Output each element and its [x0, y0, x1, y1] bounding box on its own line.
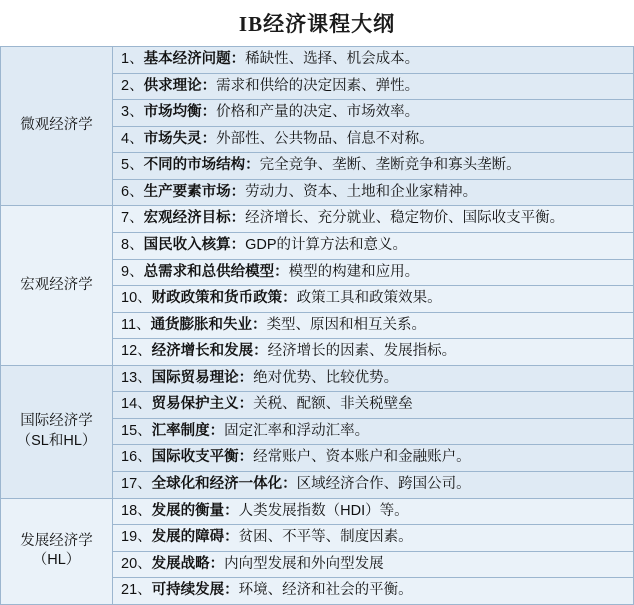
item-number: 10、: [121, 290, 152, 307]
item-text: 固定汇率和浮动汇率。: [224, 422, 370, 439]
syllabus-item: [113, 47, 634, 74]
item-number: 8、: [121, 236, 144, 253]
page-title: IB经济课程大纲: [238, 12, 396, 36]
item-text: 劳动力、资本、土地和企业家精神。: [245, 183, 478, 200]
section-label: [1, 206, 113, 365]
section-label-line: （SL和HL）: [16, 432, 97, 449]
item-lead: 发展的衡量：: [151, 502, 239, 519]
section-label-line: 宏观经济学: [20, 276, 93, 293]
item-number: 14、: [121, 396, 152, 413]
item-number: 3、: [121, 104, 144, 121]
syllabus-item: [113, 73, 634, 100]
section-label: [1, 47, 113, 206]
item-lead: 发展战略：: [151, 555, 225, 572]
item-lead: 国际贸易理论：: [151, 369, 254, 386]
item-lead: 供求理论：: [143, 77, 217, 94]
syllabus-item: [113, 339, 634, 366]
section-label: [1, 365, 113, 498]
syllabus-item: [113, 153, 634, 180]
item-text: 人类发展指数（HDI）等。: [238, 502, 409, 519]
item-number: 2、: [121, 77, 144, 94]
item-lead: 国民收入核算：: [143, 236, 246, 253]
item-text: 类型、原因和相互关系。: [266, 316, 427, 333]
item-text: 环境、经济和社会的平衡。: [238, 582, 413, 599]
item-lead: 贸易保护主义：: [151, 396, 254, 413]
item-number: 6、: [121, 183, 144, 200]
item-number: 17、: [121, 476, 152, 492]
item-text: 经常账户、资本账户和金融账户。: [253, 449, 471, 466]
item-text: GDP的计算方法和意义。: [245, 236, 407, 253]
table-row: [1, 206, 634, 233]
syllabus-item: [113, 551, 634, 578]
syllabus-item: [113, 578, 634, 605]
item-text: 经济增长、充分就业、稳定物价、国际收支平衡。: [245, 210, 565, 227]
item-number: 15、: [121, 422, 152, 439]
syllabus-item: [113, 392, 634, 419]
item-number: 12、: [121, 343, 152, 360]
syllabus-item: [113, 312, 634, 339]
item-number: 13、: [121, 369, 152, 386]
syllabus-item: [113, 179, 634, 206]
item-lead: 国际收支平衡：: [151, 449, 254, 466]
section-label-line: 微观经济学: [20, 117, 93, 134]
item-number: 1、: [121, 51, 144, 67]
syllabus-item: [113, 525, 634, 552]
syllabus-item: [113, 418, 634, 445]
item-text: 贫困、不平等、制度因素。: [238, 529, 413, 546]
item-number: 18、: [121, 502, 152, 519]
item-text: 区域经济合作、跨国公司。: [296, 476, 471, 492]
item-number: 5、: [121, 157, 144, 174]
item-lead: 市场失灵：: [143, 130, 217, 147]
item-lead: 通货膨胀和失业：: [150, 316, 267, 333]
item-number: 16、: [121, 449, 152, 466]
syllabus-item: [113, 126, 634, 153]
item-text: 模型的构建和应用。: [288, 263, 420, 280]
syllabus-item: [113, 365, 634, 392]
syllabus-item: [113, 445, 634, 472]
item-text: 政策工具和政策效果。: [296, 290, 442, 307]
item-number: 4、: [121, 130, 144, 147]
item-lead: 市场均衡：: [143, 104, 217, 121]
section-label: [1, 498, 113, 604]
item-lead: 全球化和经济一体化：: [151, 476, 297, 492]
item-text: 完全竞争、垄断、垄断竞争和寡头垄断。: [259, 157, 521, 174]
table-row: [1, 365, 634, 392]
item-number: 9、: [121, 263, 144, 280]
item-text: 稀缺性、选择、机会成本。: [245, 51, 420, 67]
item-text: 关税、配额、非关税壁垒: [253, 396, 413, 413]
item-number: 11、: [121, 316, 151, 333]
syllabus-item: [113, 206, 634, 233]
syllabus-item: [113, 286, 634, 313]
syllabus-item: [113, 259, 634, 286]
section-label-line: 国际经济学: [20, 413, 93, 430]
syllabus-item: [113, 100, 634, 127]
syllabus-table: [0, 46, 634, 605]
item-text: 绝对优势、比较优势。: [253, 369, 399, 386]
item-text: 需求和供给的决定因素、弹性。: [216, 77, 420, 94]
item-lead: 总需求和总供给模型：: [143, 263, 289, 280]
item-lead: 不同的市场结构：: [143, 157, 260, 174]
item-text: 外部性、公共物品、信息不对称。: [216, 130, 434, 147]
table-row: [1, 498, 634, 525]
section-label-line: （HL）: [32, 552, 81, 569]
item-text: 价格和产量的决定、市场效率。: [216, 104, 420, 121]
item-text: 经济增长的因素、发展指标。: [267, 343, 457, 360]
item-text: 内向型发展和外向型发展: [224, 555, 384, 572]
item-lead: 基本经济问题：: [143, 51, 246, 67]
item-lead: 生产要素市场：: [143, 183, 246, 200]
table-row: [1, 47, 634, 74]
item-lead: 宏观经济目标：: [143, 210, 246, 227]
item-lead: 汇率制度：: [151, 422, 225, 439]
syllabus-item: [113, 472, 634, 499]
item-number: 7、: [121, 210, 144, 227]
item-number: 19、: [121, 529, 152, 546]
section-label-line: 发展经济学: [20, 532, 93, 549]
item-lead: 可持续发展：: [151, 582, 239, 599]
item-number: 20、: [121, 555, 152, 572]
syllabus-item: [113, 232, 634, 259]
item-lead: 发展的障碍：: [151, 529, 239, 546]
item-lead: 经济增长和发展：: [151, 343, 268, 360]
item-lead: 财政政策和货币政策：: [151, 290, 297, 307]
item-number: 21、: [121, 582, 152, 599]
syllabus-item: [113, 498, 634, 525]
